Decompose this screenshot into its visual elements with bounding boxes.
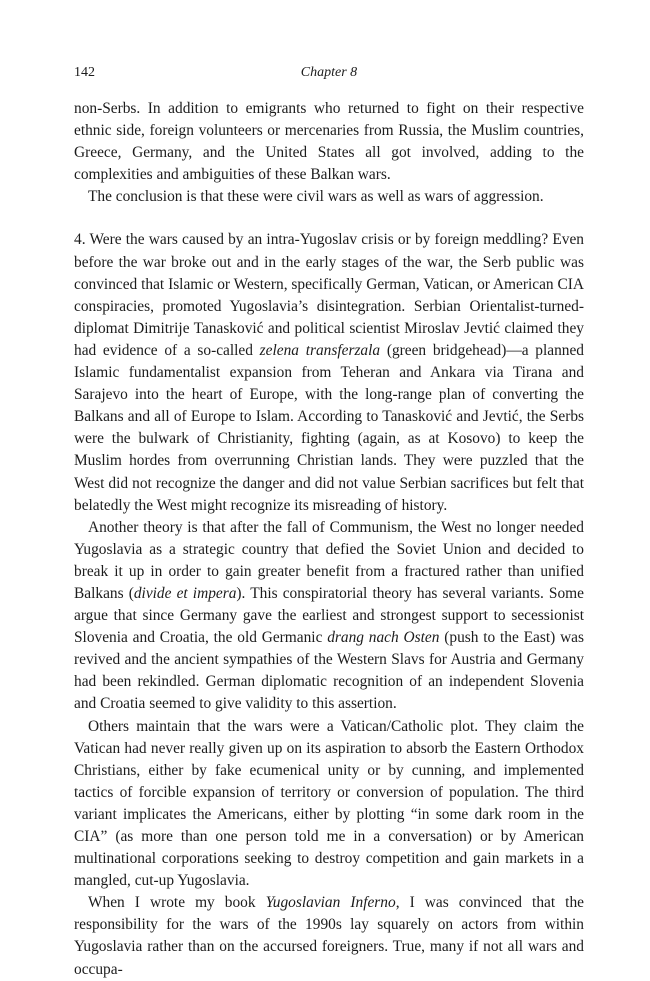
paragraph-another-theory: [74, 517, 584, 716]
italic-term: zelena transferzala: [259, 341, 381, 359]
paragraph-vatican-plot: [74, 716, 584, 893]
page-number: 142: [74, 65, 95, 80]
paragraph-yugoslavian-inferno: [74, 892, 584, 980]
italic-book-title: Yugoslavian Inferno: [265, 894, 396, 912]
paragraph-conclusion: [74, 186, 584, 208]
italic-term: divide et impera: [133, 584, 237, 602]
running-head: Chapter 8: [300, 65, 358, 80]
paragraph-continuation: [74, 98, 584, 186]
paragraph-text: , I was convinced that the responsibility for the wars of the 1990s lay squarely on actors from within Yugoslavia rather than on the accursed foreigners. True, many if not all wars and occupa-: [74, 894, 584, 978]
paragraph-text: (push to the East) was revived and the ancient sympathies of the Western Slavs for Austria and Germany had been rekindled. German diplomatic recognition of an independent Slovenia and Croatia seemed to give validity to this assertion.: [74, 629, 584, 713]
paragraph-text: Another theory is that after the fall of Communism, the West no longer needed Yugoslavia as a strategic country that defied the Soviet Union and decided to break it up in order to gain greater benefit from a fractured rather than unified Balkans (: [74, 518, 584, 602]
paragraph-text: Others maintain that the wars were a Vatican/Catholic plot. They claim the Vatican had never really given up on its aspiration to absorb the Eastern Orthodox Christians, either by fake ecumenical unity or by cunning, and implemented tactics of forcible expansion of territory or conversion of population. The third variant implicates the Americans, either by plotting “in some dark room in the CIA” (as more than one person told me in a conversation) or by American multinational corporations seeking to destroy competition and gain markets in a mangled, cut-up Yugoslavia.: [74, 717, 584, 890]
paragraph-text: (green bridgehead)—a planned Islamic fundamentalist expansion from Teheran and Ankara via Tirana and Sarajevo into the heart of Europe, with the long-range plan of converting the Balkans and all of Europe to Islam. According to Tanasković and Jevtić, the Serbs were the bulwark of Christianity, fighting (again, as at Kosovo) to keep the Muslim hordes from overrunning Christian lands. They were puzzled that the West did not recognize the danger and did not value Serbian sacrifices but felt that belatedly the West might recognize its misreading of history.: [74, 341, 584, 514]
body-text: [74, 98, 584, 981]
paragraph-text: 4. Were the wars caused by an intra-Yugoslav crisis or by foreign meddling? Even before the war broke out and in the early stages of the war, the Serb public was convinced that Islamic or Western, specifically German, Vatican, or American CIA conspiracies, promoted Yugoslavia’s disintegration. Serbian Orientalist-turned-diplomat Dimitrije Tanasković and political scientist Miroslav Jevtić claimed they had evidence of a so-called: [74, 231, 584, 359]
paragraph-text: The conclusion is that these were civil wars as well as wars of aggression.: [88, 188, 544, 206]
paragraph-text: ). This conspiratorial theory has several variants. Some argue that since Germany gave the earliest and strongest support to secessionist Slovenia and Croatia, the old Germanic: [74, 584, 584, 647]
book-page: [74, 62, 584, 981]
paragraph-text: non-Serbs. In addition to emigrants who returned to fight on their respective ethnic side, foreign volunteers or mercenaries from Russia, the Muslim countries, Greece, Germany, and the United States all got involved, adding to the complexities and ambiguities of these Balkan wars.: [74, 100, 584, 184]
page-header: [74, 62, 584, 84]
paragraph-question-4: [74, 229, 584, 516]
italic-term: drang nach Osten: [327, 629, 440, 647]
paragraph-text: When I wrote my book: [88, 894, 266, 912]
